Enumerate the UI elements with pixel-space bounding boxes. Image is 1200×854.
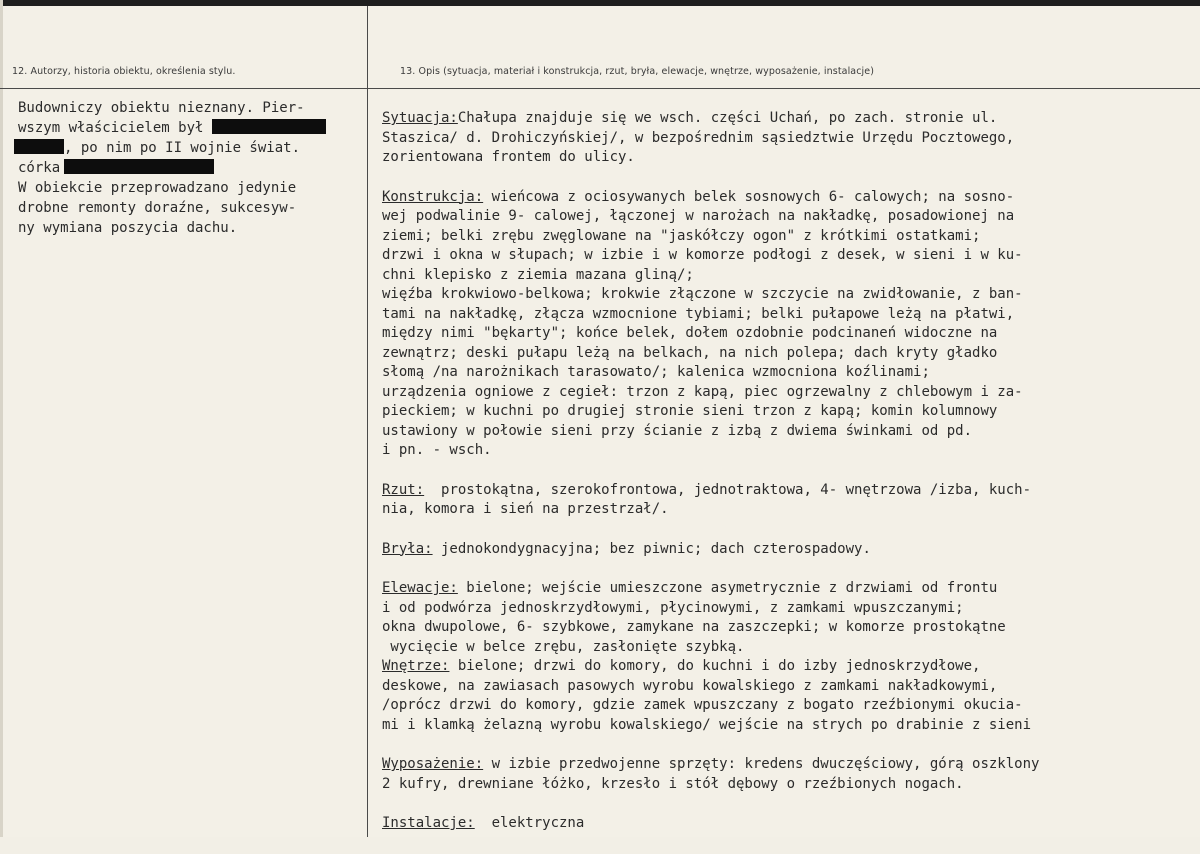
- section-wyposazenie: Wyposażenie: w izbie przedwojenne sprzęty: kredens dwuczęściowy, górą oszklony 2 kufry, drewniane łóżko, krzesło i stół dębowy o rzeźbionych nogach.: [382, 756, 1040, 792]
- section-instalacje: Instalacje: elektryczna: [382, 815, 585, 831]
- redaction-bar: [212, 119, 326, 134]
- history-line: , po nim po II wojnie świat.: [18, 138, 363, 158]
- section-bryla: Bryła: jednokondygnacyjna; bez piwnic; dach czterospadowy.: [382, 540, 871, 557]
- section-heading: Rzut:: [382, 481, 425, 498]
- history-line: W obiekcie przeprowadzano jedynie: [18, 180, 297, 196]
- section-heading: Wyposażenie:: [382, 756, 484, 772]
- top-edge: [0, 0, 1200, 6]
- section-heading: Bryła:: [382, 540, 433, 557]
- header-divider: [0, 88, 1200, 89]
- section-heading: Wnętrze:: [382, 658, 450, 674]
- section-heading: Sytuacja:: [382, 110, 458, 126]
- header-description: 13. Opis (sytuacja, materiał i konstrukcja, rzut, bryła, elewacje, wnętrze, wyposażenie, instalacje): [400, 66, 875, 77]
- redaction-bar: [14, 139, 64, 154]
- section-elewacje: Elewacje: bielone; wejście umieszczone asymetrycznie z drzwiami od frontu i od podwórza jednoskrzydłowymi, płycinowymi, z zamkami wpuszczanymi; okna dwupolowe, 6- szybkowe, zamykane na zaszczepki; w komorze prostokątne wycięcie w belce zrębu, zasłonięte szybką.: [382, 580, 1006, 655]
- history-line: ny wymiana poszycia dachu.: [18, 220, 238, 236]
- section-heading: Konstrukcja:: [382, 188, 484, 205]
- column-divider: [367, 6, 368, 837]
- section-heading: Instalacje:: [382, 815, 475, 831]
- left-edge: [0, 0, 3, 837]
- history-line: córka: [18, 158, 363, 178]
- history-text: [18, 98, 363, 238]
- section-konstrukcja: Konstrukcja: wieńcowa z ociosywanych belek sosnowych 6- calowych; na sosno- wej podwalinie 9- calowej, łączonej w narożach na nakładkę, posadowionej na ziemi; belki zrębu zwęglowane na "jaskółczy ogon" z krótkimi ostatkami; drzwi i okna w słupach; w izbie i w komorze podłogi z desek, w sieni i w ku- chni klepisko z ziemia mazana gliną/; więźba krokwiowo-belkowa; krokwie złączone w szczycie na zwidłowanie, z ban- tami na nakładkę, złącza wzmocnione tybiami; belki pułapowe leżą na płatwi, między nimi "bękarty"; końce belek, dołem ozdobnie podcinaneń widoczne na zewnątrz; deski pułapu leżą na belkach, na nich polepa; dach kryty gładko słomą /na narożnikach tarasowato/; kalenica wzmocniona koźlinami; urządzenia ogniowe z cegieł: trzon z kapą, piec ogrzewalny z chlebowym i za- pieckiem; w kuchni po drugiej stronie sieni trzon z kapą; komin kolumnowy ustawiony w połowie sieni przy ścianie z izbą z dwiema świnkami od pd. i pn. - wsch.: [382, 188, 1023, 458]
- history-line: wszym właścicielem był: [18, 118, 363, 138]
- header-authors-history: 12. Autorzy, historia obiektu, określenia stylu.: [12, 66, 236, 77]
- section-sytuacja: Sytuacja:Chałupa znajduje się we wsch. części Uchań, po zach. stronie ul. Staszica/ d. Drohiczyńskiej/, w bezpośrednim sąsiedztwie Urzędu Pocztowego, zorientowana frontem do ulicy.: [382, 110, 1015, 165]
- section-rzut: Rzut: prostokątna, szerokofrontowa, jednotraktowa, 4- wnętrzowa /izba, kuch- nia, komora i sień na przestrzał/.: [382, 481, 1032, 517]
- section-heading: Elewacje:: [382, 580, 458, 596]
- history-line: Budowniczy obiektu nieznany. Pier-: [18, 100, 305, 116]
- description-text: [382, 109, 1192, 854]
- redaction-bar: [64, 159, 214, 174]
- section-wnetrze: Wnętrze: bielone; drzwi do komory, do kuchni i do izby jednoskrzydłowe, deskowe, na zawiasach pasowych wyrobu kowalskiego z zamkami nakładkowymi, /oprócz drzwi do komory, gdzie zamek wpuszczany z bogato rzeźbionymi okucia- mi i klamką żelazną wyrobu kowalskiego/ wejście na strych po drabinie z sieni: [382, 658, 1032, 733]
- history-line: drobne remonty doraźne, sukcesyw-: [18, 200, 297, 216]
